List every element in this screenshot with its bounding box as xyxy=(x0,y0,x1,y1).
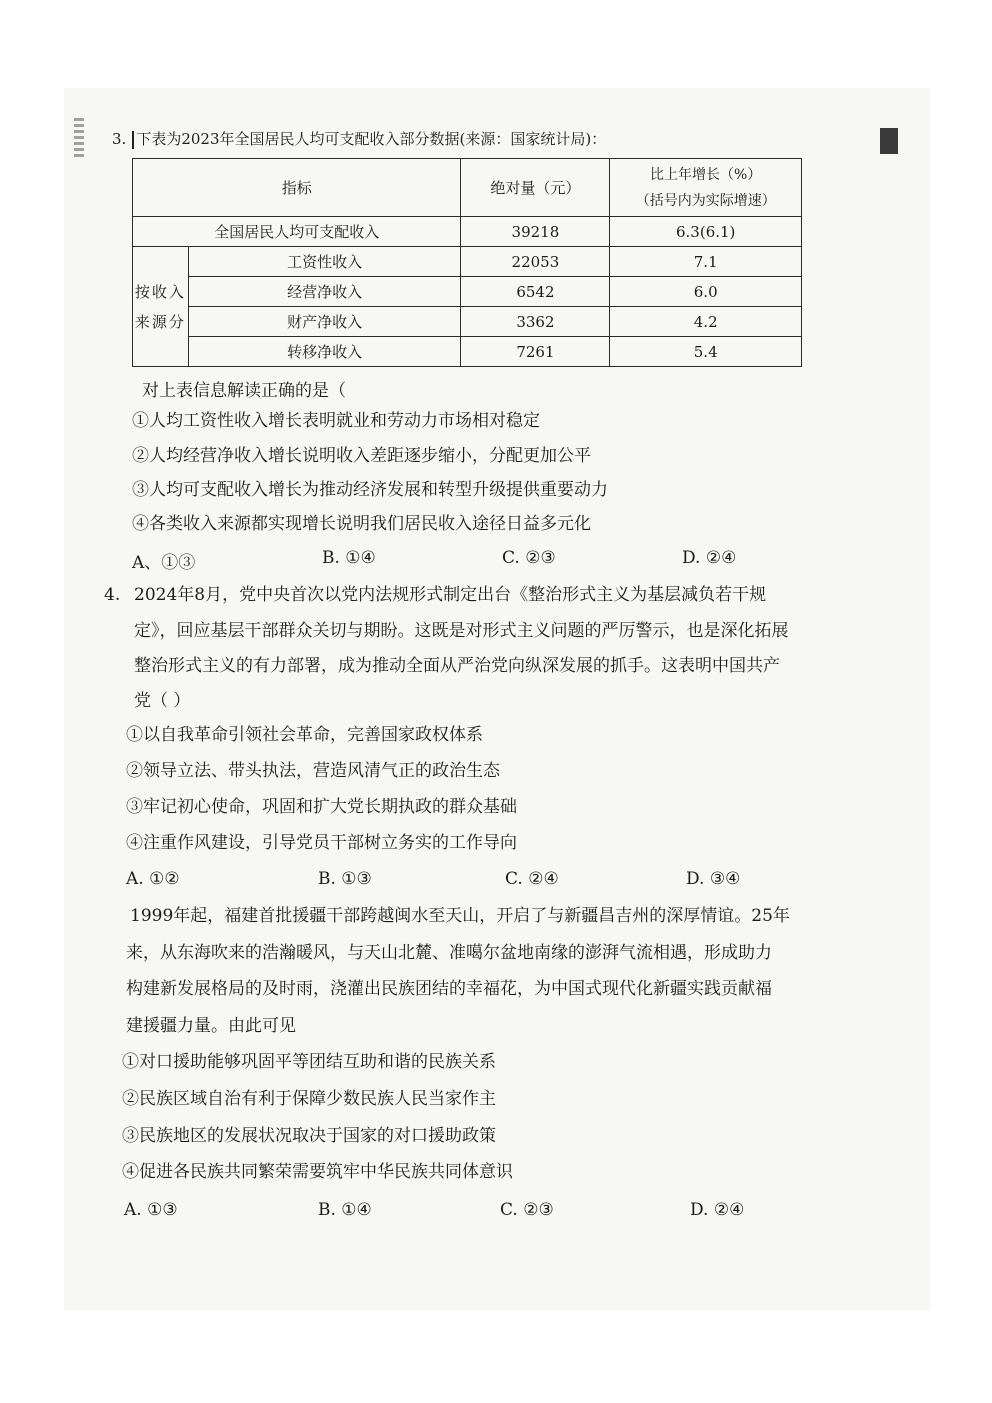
row-value: 6542 xyxy=(461,277,610,307)
row-value: 22053 xyxy=(461,247,610,277)
q5-text-line: 构建新发展格局的及时雨，浇灌出民族团结的幸福花，为中国式现代化新疆实践贡献福 xyxy=(126,979,772,999)
header-growth-line2: （括号内为实际增速） xyxy=(635,192,776,209)
q5-option-d[interactable]: D. ②④ xyxy=(690,1200,745,1220)
q5-text-line: 1999年起，福建首批援疆干部跨越闽水至天山，开启了与新疆昌吉州的深厚情谊。25年 xyxy=(130,906,790,926)
header-absolute: 绝对量（元） xyxy=(461,159,610,217)
row-label: 经营净收入 xyxy=(188,277,461,307)
q4-option-a[interactable]: A. ①② xyxy=(126,869,180,889)
row-value: 3362 xyxy=(461,307,610,337)
q5-option-c[interactable]: C. ②③ xyxy=(500,1200,554,1220)
q3-stem: 对上表信息解读正确的是（ xyxy=(142,381,346,401)
total-value: 39218 xyxy=(461,217,610,247)
header-growth-line1: 比上年增长（%） xyxy=(650,166,762,183)
q4-statement: ②领导立法、带头执法，营造风清气正的政治生态 xyxy=(126,761,500,781)
q3-option-b[interactable]: B. ①④ xyxy=(322,548,376,568)
q4-text-line: 定》，回应基层干部群众关切与期盼。这既是对形式主义问题的严厉警示，也是深化拓展 xyxy=(134,621,789,641)
table-row xyxy=(133,307,802,337)
header-growth xyxy=(610,159,802,217)
q4-text-line: 整治形式主义的有力部署，成为推动全面从严治党向纵深发展的抓手。这表明中国共产 xyxy=(134,656,780,676)
table-row xyxy=(133,217,802,247)
row-growth: 5.4 xyxy=(610,337,802,367)
q5-statement: ④促进各民族共同繁荣需要筑牢中华民族共同体意识 xyxy=(122,1162,513,1182)
q3-statement: ②人均经营净收入增长说明收入差距逐步缩小，分配更加公平 xyxy=(132,446,591,466)
q4-text-line: 2024年8月，党中央首次以党内法规形式制定出台《整治形式主义为基层减负若干规 xyxy=(134,585,767,605)
q5-statement: ②民族区域自治有利于保障少数民族人民当家作主 xyxy=(122,1089,496,1109)
q3-statement: ③人均可支配收入增长为推动经济发展和转型升级提供重要动力 xyxy=(132,480,608,500)
table-row xyxy=(133,337,802,367)
row-label: 工资性收入 xyxy=(188,247,461,277)
q5-statement: ③民族地区的发展状况取决于国家的对口援助政策 xyxy=(122,1126,496,1146)
q3-title xyxy=(112,128,606,150)
row-label: 财产净收入 xyxy=(188,307,461,337)
q4-option-b[interactable]: B. ①③ xyxy=(318,869,372,889)
row-label: 转移净收入 xyxy=(188,337,461,367)
q4-text-line: 党（ ） xyxy=(134,691,191,711)
q5-option-a[interactable]: A. ①③ xyxy=(124,1200,178,1220)
q3-option-a[interactable]: A、①③ xyxy=(132,553,196,573)
q5-statement: ①对口援助能够巩固平等团结互助和谐的民族关系 xyxy=(122,1052,496,1072)
row-value: 7261 xyxy=(461,337,610,367)
row-growth: 6.0 xyxy=(610,277,802,307)
q4-statement: ④注重作风建设，引导党员干部树立务实的工作导向 xyxy=(126,833,517,853)
total-label: 全国居民人均可支配收入 xyxy=(133,217,461,247)
q3-statement: ④各类收入来源都实现增长说明我们居民收入途径日益多元化 xyxy=(132,514,591,534)
q3-option-d[interactable]: D. ②④ xyxy=(682,548,737,568)
row-growth: 7.1 xyxy=(610,247,802,277)
q3-option-c[interactable]: C. ②③ xyxy=(502,548,556,568)
q5-text-line: 建援疆力量。由此可见 xyxy=(126,1016,296,1036)
text-cursor xyxy=(132,131,134,149)
q5-text-line: 来，从东海吹来的浩瀚暖风，与天山北麓、准噶尔盆地南缘的澎湃气流相遇，形成助力 xyxy=(126,943,772,963)
q5-option-b[interactable]: B. ①④ xyxy=(318,1200,372,1220)
q3-title-text: 下表为2023年全国居民人均可支配收入部分数据(来源：国家统计局)： xyxy=(136,130,607,148)
q3-number: 3. xyxy=(112,130,127,148)
source-side-label: 按收入来源分 xyxy=(133,247,189,367)
binding-mark xyxy=(74,118,84,160)
q4-option-d[interactable]: D. ③④ xyxy=(686,869,741,889)
table-row xyxy=(133,277,802,307)
table-header-row xyxy=(133,159,802,217)
total-growth: 6.3(6.1) xyxy=(610,217,802,247)
header-indicator: 指标 xyxy=(133,159,461,217)
table-row xyxy=(133,247,802,277)
q4-number: 4. xyxy=(104,585,121,605)
q4-option-c[interactable]: C. ②④ xyxy=(505,869,559,889)
q4-statement: ①以自我革命引领社会革命，完善国家政权体系 xyxy=(126,725,483,745)
income-table xyxy=(132,158,802,367)
corner-marker xyxy=(880,128,898,154)
q3-statement: ①人均工资性收入增长表明就业和劳动力市场相对稳定 xyxy=(132,411,540,431)
q4-statement: ③牢记初心使命，巩固和扩大党长期执政的群众基础 xyxy=(126,797,517,817)
row-growth: 4.2 xyxy=(610,307,802,337)
